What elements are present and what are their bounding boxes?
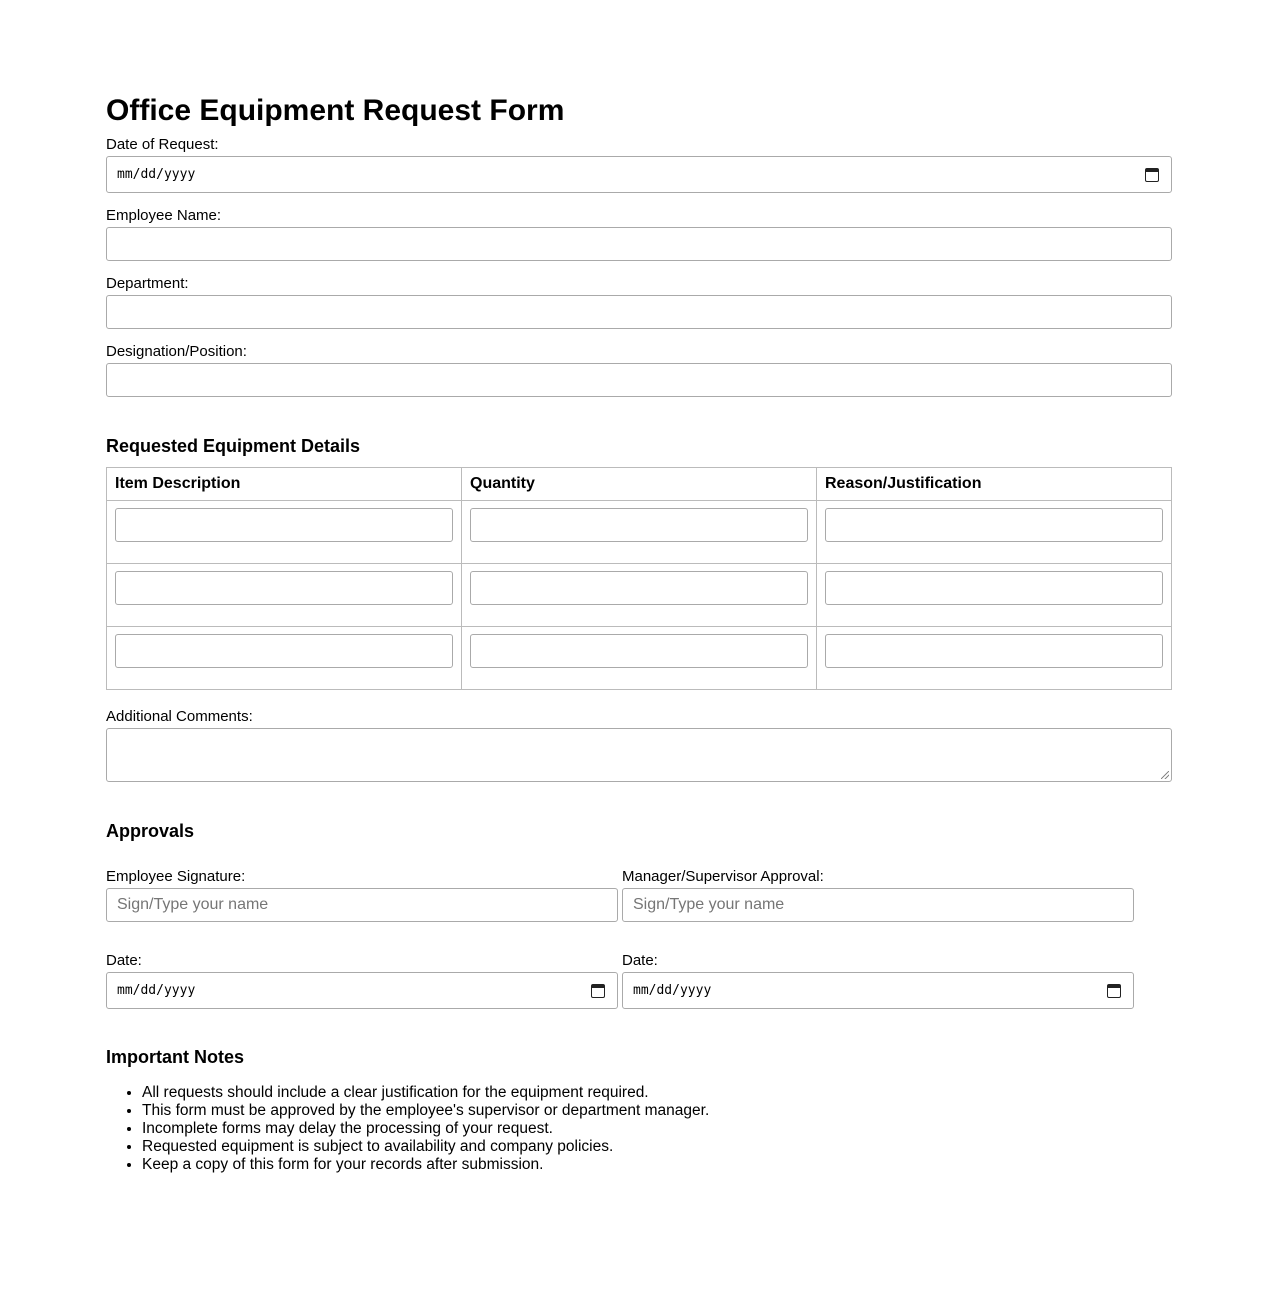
table-header-row	[107, 468, 1172, 501]
employee-name-label: Employee Name:	[106, 207, 222, 224]
manager-date-value: mm/dd/yyyy	[633, 983, 712, 998]
list-item: • All requests should include a clear justification for the equipment required.	[142, 1084, 709, 1102]
reason-input[interactable]	[825, 508, 1163, 542]
employee-signature-placeholder: Sign/Type your name	[117, 896, 269, 913]
quantity-input[interactable]	[470, 571, 808, 605]
column-header-reason: Reason/Justification	[817, 468, 1172, 501]
calendar-icon[interactable]	[591, 984, 605, 998]
designation-label: Designation/Position:	[106, 343, 247, 360]
quantity-input[interactable]	[470, 634, 808, 668]
notes-heading: Important Notes	[106, 1047, 245, 1067]
manager-approval-label: Manager/Supervisor Approval:	[622, 868, 824, 885]
notes-list	[106, 1084, 709, 1174]
page-title: Office Equipment Request Form	[106, 94, 565, 127]
quantity-input[interactable]	[470, 508, 808, 542]
table-cell	[107, 627, 462, 690]
table-cell	[817, 627, 1172, 690]
table-cell	[107, 564, 462, 627]
table-cell	[462, 501, 817, 564]
manager-date-label: Date:	[622, 952, 658, 969]
list-item: • Requested equipment is subject to availability and company policies.	[142, 1138, 709, 1156]
table-row	[107, 501, 1172, 564]
employee-signature-label: Employee Signature:	[106, 868, 246, 885]
employee-date-label: Date:	[106, 952, 142, 969]
employee-signature-input[interactable]	[106, 888, 618, 922]
item-description-input[interactable]	[115, 571, 453, 605]
reason-input[interactable]	[825, 571, 1163, 605]
date-of-request-label: Date of Request:	[106, 136, 219, 153]
table-cell	[462, 627, 817, 690]
resize-handle-icon[interactable]	[1161, 771, 1169, 779]
table-cell	[462, 564, 817, 627]
item-description-input[interactable]	[115, 634, 453, 668]
list-item: • Keep a copy of this form for your records after submission.	[142, 1156, 709, 1174]
list-item: • Incomplete forms may delay the processing of your request.	[142, 1120, 709, 1138]
table-cell	[817, 564, 1172, 627]
employee-date-input[interactable]	[106, 972, 618, 1009]
department-input[interactable]	[106, 295, 1172, 329]
employee-name-input[interactable]	[106, 227, 1172, 261]
list-item: • This form must be approved by the employee's supervisor or department manager.	[142, 1102, 709, 1120]
equipment-table	[106, 467, 1172, 690]
calendar-icon[interactable]	[1107, 984, 1121, 998]
item-description-input[interactable]	[115, 508, 453, 542]
reason-input[interactable]	[825, 634, 1163, 668]
column-header-item-description: Item Description	[107, 468, 462, 501]
equipment-heading: Requested Equipment Details	[106, 436, 361, 456]
manager-date-input[interactable]	[622, 972, 1134, 1009]
table-row	[107, 564, 1172, 627]
table-row	[107, 627, 1172, 690]
employee-date-value: mm/dd/yyyy	[117, 983, 196, 998]
department-label: Department:	[106, 275, 189, 292]
date-of-request-input[interactable]	[106, 156, 1172, 193]
calendar-icon[interactable]	[1145, 168, 1159, 182]
date-of-request-value: mm/dd/yyyy	[117, 167, 196, 182]
column-header-quantity: Quantity	[462, 468, 817, 501]
manager-approval-placeholder: Sign/Type your name	[633, 896, 785, 913]
comments-textarea[interactable]	[106, 728, 1172, 782]
comments-label: Additional Comments:	[106, 708, 253, 725]
approvals-heading: Approvals	[106, 821, 195, 841]
table-cell	[817, 501, 1172, 564]
manager-approval-input[interactable]	[622, 888, 1134, 922]
designation-input[interactable]	[106, 363, 1172, 397]
table-cell	[107, 501, 462, 564]
